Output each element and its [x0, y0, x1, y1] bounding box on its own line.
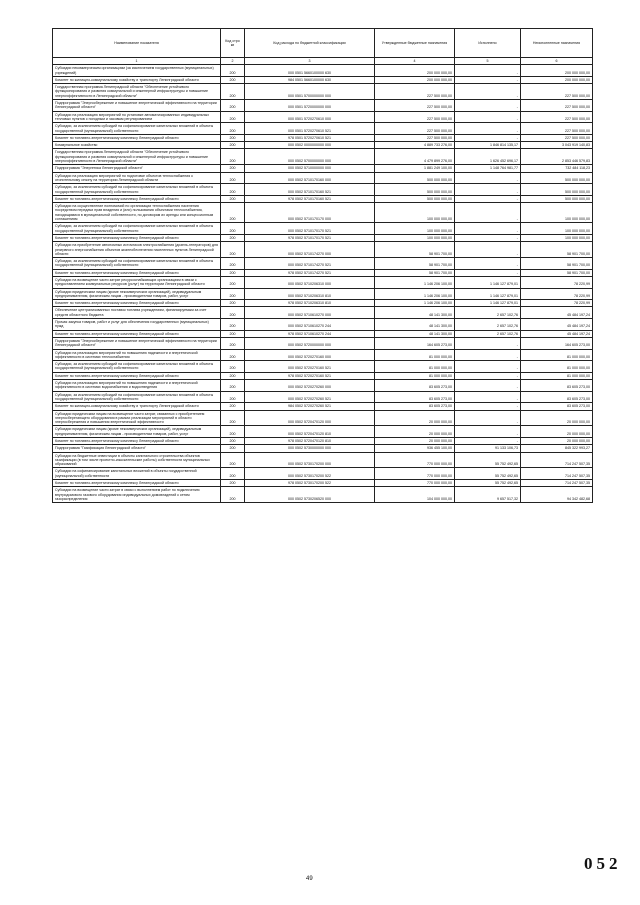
- row-line-code: 200: [221, 242, 245, 258]
- row-line-code: 200: [221, 111, 245, 123]
- row-name: Комитет по топливно-энергетическому комплексу Ленинградской области: [53, 195, 221, 202]
- row-classification-code: 000 0501 5720270610 000: [245, 111, 375, 123]
- table-row: [53, 65, 593, 77]
- row-approved-amount: 770 000 000,00: [375, 452, 455, 468]
- row-line-code: 200: [221, 203, 245, 223]
- row-line-code: 200: [221, 452, 245, 468]
- row-executed-amount: -: [455, 223, 521, 235]
- row-approved-amount: 770 000 000,00: [375, 480, 455, 487]
- column-number: 5: [455, 58, 521, 65]
- row-name: Комитет по топливно-энергетическому комплексу Ленинградской области: [53, 234, 221, 241]
- row-classification-code: 978 0501 5720270610 521: [245, 134, 375, 141]
- row-approved-amount: 227 500 000,00: [375, 100, 455, 112]
- row-unexecuted-amount: 500 000 000,00: [521, 172, 593, 184]
- row-unexecuted-amount: 58 901 700,00: [521, 242, 593, 258]
- row-classification-code: 000 0501 5660100000 630: [245, 65, 375, 77]
- row-name: Государственная программа Ленинградской области "Обеспечение устойчивого функционирования и развития коммунальной и инженерной инфраструктуры и повышение энергоэффективности в Ленинградской области": [53, 84, 221, 100]
- row-classification-code: 978 0502 5710206310 810: [245, 300, 375, 307]
- row-line-code: 200: [221, 258, 245, 270]
- row-classification-code: 984 0501 5660100000 630: [245, 76, 375, 83]
- row-classification-code: 978 0502 5720270160 521: [245, 372, 375, 379]
- row-approved-amount: 100 000 000,00: [375, 234, 455, 241]
- row-unexecuted-amount: 714 247 507,35: [521, 480, 593, 487]
- row-approved-amount: 164 605 273,00: [375, 337, 455, 349]
- column-number: 4: [375, 58, 455, 65]
- row-classification-code: 978 0502 5710170160 521: [245, 195, 375, 202]
- row-line-code: 200: [221, 438, 245, 445]
- row-line-code: 200: [221, 410, 245, 426]
- row-executed-amount: -: [455, 242, 521, 258]
- row-line-code: 200: [221, 76, 245, 83]
- budget-report-sheet: [52, 28, 592, 503]
- row-executed-amount: 91 133 106,73: [455, 445, 521, 452]
- row-unexecuted-amount: 227 500 000,00: [521, 111, 593, 123]
- row-name: Комитет по жилищно-коммунальному хозяйству и транспорту Ленинградской области: [53, 76, 221, 83]
- row-approved-amount: 1 146 206 100,00: [375, 276, 455, 288]
- row-line-code: 200: [221, 223, 245, 235]
- table-header-row: [53, 29, 593, 58]
- row-classification-code: 984 0502 5720270260 521: [245, 403, 375, 410]
- row-executed-amount: -: [455, 269, 521, 276]
- table-row: [53, 288, 593, 300]
- row-line-code: 200: [221, 276, 245, 288]
- row-name: Субсидии, за исключением субсидий на софинансирование капитальных вложений в объекты государственной (муниципальной) собственности: [53, 123, 221, 135]
- row-line-code: 200: [221, 195, 245, 202]
- row-name: Субсидии юридическим лицам (кроме некоммерческих организаций), индивидуальным предпринимателям, физическим лицам - производителям товаров, работ, услуг: [53, 426, 221, 438]
- row-unexecuted-amount: 200 000 000,00: [521, 65, 593, 77]
- table-row: [53, 142, 593, 149]
- row-line-code: 200: [221, 165, 245, 172]
- row-line-code: 200: [221, 84, 245, 100]
- row-unexecuted-amount: 100 000 000,00: [521, 234, 593, 241]
- row-unexecuted-amount: 3 043 919 140,83: [521, 142, 593, 149]
- row-classification-code: 000 0502 5720270260 521: [245, 391, 375, 403]
- row-unexecuted-amount: 500 000 000,00: [521, 184, 593, 196]
- row-name: Коммунальное хозяйство: [53, 142, 221, 149]
- row-classification-code: 000 0501 5700000000 000: [245, 84, 375, 100]
- table-row: [53, 172, 593, 184]
- row-unexecuted-amount: 2 853 446 579,83: [521, 149, 593, 165]
- row-unexecuted-amount: 845 322 993,27: [521, 445, 593, 452]
- row-executed-amount: -: [455, 65, 521, 77]
- row-classification-code: 000 0502 5710610270 000: [245, 307, 375, 319]
- table-row: [53, 487, 593, 503]
- row-executed-amount: -: [455, 258, 521, 270]
- row-unexecuted-amount: 227 500 000,00: [521, 84, 593, 100]
- table-row: [53, 111, 593, 123]
- row-unexecuted-amount: 78 220,99: [521, 288, 593, 300]
- row-line-code: 200: [221, 234, 245, 241]
- row-name: Субсидии некоммерческим организациям (за исключением государственных (муниципальных) учреждений): [53, 65, 221, 77]
- row-executed-amount: -: [455, 100, 521, 112]
- table-row: [53, 242, 593, 258]
- table-row: [53, 123, 593, 135]
- row-unexecuted-amount: 81 000 000,00: [521, 372, 593, 379]
- row-executed-amount: 1 146 127 879,01: [455, 300, 521, 307]
- row-line-code: 200: [221, 149, 245, 165]
- row-name: Субсидии, за исключением субсидий на софинансирование капитальных вложений в объекты государственной (муниципальной) собственности: [53, 258, 221, 270]
- column-number: 1: [53, 58, 221, 65]
- row-unexecuted-amount: 78 220,99: [521, 300, 593, 307]
- row-approved-amount: 20 000 000,00: [375, 426, 455, 438]
- row-approved-amount: 58 901 700,00: [375, 242, 455, 258]
- row-approved-amount: 81 000 000,00: [375, 349, 455, 361]
- row-classification-code: 000 0502 5720270260 000: [245, 380, 375, 392]
- row-unexecuted-amount: 20 000 000,00: [521, 438, 593, 445]
- table-row: [53, 100, 593, 112]
- row-executed-amount: -: [455, 184, 521, 196]
- row-name: Комитет по топливно-энергетическому комплексу Ленинградской области: [53, 269, 221, 276]
- table-row: [53, 361, 593, 373]
- row-unexecuted-amount: 100 000 000,00: [521, 223, 593, 235]
- row-executed-amount: -: [455, 349, 521, 361]
- row-name: Подпрограмма "Энергетика Ленинградской области": [53, 165, 221, 172]
- row-classification-code: 000 0502 5710610270 244: [245, 319, 375, 331]
- row-line-code: 200: [221, 134, 245, 141]
- row-classification-code: 000 0502 5720470120 000: [245, 410, 375, 426]
- row-classification-code: 978 0502 5730170200 522: [245, 480, 375, 487]
- row-approved-amount: 81 000 000,00: [375, 372, 455, 379]
- row-approved-amount: 58 901 700,00: [375, 258, 455, 270]
- table-row: [53, 203, 593, 223]
- row-name: Комитет по топливно-энергетическому комплексу Ленинградской области: [53, 300, 221, 307]
- column-header-name: Наименование показателя: [53, 29, 221, 58]
- row-name: Подпрограмма "Энергосбережение и повышение энергетической эффективности на территории Ленинградской области": [53, 100, 221, 112]
- row-line-code: 200: [221, 391, 245, 403]
- row-name: Субсидии, за исключением субсидий на софинансирование капитальных вложений в объекты государственной (муниципальной) собственности: [53, 223, 221, 235]
- row-executed-amount: -: [455, 403, 521, 410]
- row-name: Субсидии юридическим лицам (кроме некоммерческих организаций), индивидуальным предпринимателям, физическим лицам - производителям товаров, работ, услуг: [53, 288, 221, 300]
- row-name: Государственная программа Ленинградской области "Обеспечение устойчивого функционирования и развития коммунальной и инженерной инфраструктуры и повышение энергоэффективности в Ленинградской области": [53, 149, 221, 165]
- row-executed-amount: -: [455, 426, 521, 438]
- row-classification-code: 000 0502 5710170160 521: [245, 184, 375, 196]
- row-approved-amount: 500 000 000,00: [375, 195, 455, 202]
- row-unexecuted-amount: 45 484 197,24: [521, 319, 593, 331]
- row-unexecuted-amount: 20 000 000,00: [521, 410, 593, 426]
- row-approved-amount: 227 500 000,00: [375, 84, 455, 100]
- page-number: 49: [306, 876, 313, 882]
- row-executed-amount: -: [455, 111, 521, 123]
- row-executed-amount: 2 657 102,76: [455, 307, 521, 319]
- row-executed-amount: 1 146 127 879,01: [455, 276, 521, 288]
- row-approved-amount: 227 500 000,00: [375, 123, 455, 135]
- column-header-unexecuted: Неисполненные назначения: [521, 29, 593, 58]
- row-unexecuted-amount: 45 484 197,24: [521, 330, 593, 337]
- row-executed-amount: -: [455, 380, 521, 392]
- row-name: Комитет по топливно-энергетическому комплексу Ленинградской области: [53, 480, 221, 487]
- row-unexecuted-amount: 100 000 000,00: [521, 203, 593, 223]
- row-line-code: 200: [221, 487, 245, 503]
- row-classification-code: 000 0502 5730206520 000: [245, 487, 375, 503]
- row-line-code: 200: [221, 361, 245, 373]
- table-row: [53, 337, 593, 349]
- row-classification-code: 000 0502 5720270160 000: [245, 349, 375, 361]
- row-approved-amount: 48 141 300,00: [375, 330, 455, 337]
- row-approved-amount: 83 605 273,00: [375, 403, 455, 410]
- table-row: [53, 300, 593, 307]
- row-classification-code: 000 0502 5710170160 000: [245, 172, 375, 184]
- table-row: [53, 223, 593, 235]
- row-classification-code: 000 0502 5720470120 810: [245, 426, 375, 438]
- row-classification-code: 000 0502 5730000000 000: [245, 445, 375, 452]
- table-row: [53, 307, 593, 319]
- row-unexecuted-amount: 200 000 000,00: [521, 76, 593, 83]
- row-classification-code: 000 0502 5710000000 000: [245, 165, 375, 172]
- column-number: 3: [245, 58, 375, 65]
- row-approved-amount: 1 881 249 100,00: [375, 165, 455, 172]
- table-row: [53, 134, 593, 141]
- table-row: [53, 438, 593, 445]
- row-approved-amount: 48 141 300,00: [375, 307, 455, 319]
- row-executed-amount: 1 148 764 981,77: [455, 165, 521, 172]
- row-line-code: 200: [221, 468, 245, 480]
- row-classification-code: 000 0501 5720000000 000: [245, 100, 375, 112]
- row-approved-amount: 83 605 273,00: [375, 391, 455, 403]
- row-executed-amount: -: [455, 438, 521, 445]
- row-classification-code: 000 0502 5710206310 000: [245, 276, 375, 288]
- row-classification-code: 000 0501 5720270610 521: [245, 123, 375, 135]
- row-name: Субсидии на возмещение части затрат ресурсоснабжающих организациям в связи с предоставлением коммунальных ресурсов (услуг) на территории Ленинградской области: [53, 276, 221, 288]
- row-line-code: 200: [221, 307, 245, 319]
- row-line-code: 200: [221, 142, 245, 149]
- table-row: [53, 76, 593, 83]
- row-classification-code: 000 0502 5710170170 000: [245, 203, 375, 223]
- archive-stamp-number: 052: [584, 854, 622, 873]
- row-line-code: 200: [221, 184, 245, 196]
- row-unexecuted-amount: 81 000 000,00: [521, 349, 593, 361]
- row-name: Субсидии на софинансирование капитальных вложений в объекты государственной (муниципальной) собственности: [53, 468, 221, 480]
- table-row: [53, 372, 593, 379]
- row-executed-amount: 55 752 492,65: [455, 480, 521, 487]
- row-classification-code: 000 0502 5710174270 521: [245, 258, 375, 270]
- column-header-executed: Исполнено: [455, 29, 521, 58]
- row-approved-amount: 200 000 000,00: [375, 76, 455, 83]
- row-name: Субсидии на возмещение части затрат в связи с выполнением работ по подключению внутридомового газового оборудования индивидуальных домовладений к сетям газораспределения: [53, 487, 221, 503]
- table-row: [53, 349, 593, 361]
- row-executed-amount: -: [455, 195, 521, 202]
- row-executed-amount: -: [455, 361, 521, 373]
- row-name: Субсидии на реализацию мероприятий по установке автоматизированных индивидуальных тепловых пунктов с погодным и часовым регулированием: [53, 111, 221, 123]
- table-row: [53, 269, 593, 276]
- row-executed-amount: -: [455, 76, 521, 83]
- table-row: [53, 380, 593, 392]
- row-name: Субсидии юридическим лицам на возмещение части затрат, связанных с приобретением энергосберегающего оборудования в рамках реализации мероприятий в области энергосбережения и повышения энергетической эффективности: [53, 410, 221, 426]
- table-row: [53, 234, 593, 241]
- row-unexecuted-amount: 714 247 507,35: [521, 452, 593, 468]
- row-name: Подпрограмма "Газификация Ленинградской области": [53, 445, 221, 452]
- table-row: [53, 391, 593, 403]
- row-approved-amount: 104 000 000,00: [375, 487, 455, 503]
- row-name: Субсидии на реализацию мероприятий по повышению надежности и энергетической эффективности в системах теплоснабжения: [53, 349, 221, 361]
- row-line-code: 200: [221, 300, 245, 307]
- row-unexecuted-amount: 227 500 000,00: [521, 134, 593, 141]
- table-row: [53, 84, 593, 100]
- table-row: [53, 184, 593, 196]
- row-line-code: 200: [221, 445, 245, 452]
- column-number-row: [53, 58, 593, 65]
- row-line-code: 200: [221, 100, 245, 112]
- row-classification-code: 000 0502 5710174270 000: [245, 242, 375, 258]
- row-line-code: 200: [221, 372, 245, 379]
- row-executed-amount: -: [455, 391, 521, 403]
- column-number: 2: [221, 58, 245, 65]
- row-approved-amount: 227 500 000,00: [375, 134, 455, 141]
- row-approved-amount: 500 000 000,00: [375, 172, 455, 184]
- row-executed-amount: 55 752 492,65: [455, 452, 521, 468]
- row-line-code: 200: [221, 123, 245, 135]
- table-row: [53, 330, 593, 337]
- column-header-approved: Утвержденные бюджетные назначения: [375, 29, 455, 58]
- row-line-code: 200: [221, 380, 245, 392]
- row-approved-amount: 227 500 000,00: [375, 111, 455, 123]
- row-classification-code: 000 0502 5720000000 000: [245, 337, 375, 349]
- row-approved-amount: 1 146 206 100,00: [375, 288, 455, 300]
- table-row: [53, 426, 593, 438]
- row-line-code: 200: [221, 337, 245, 349]
- table-row: [53, 258, 593, 270]
- row-executed-amount: -: [455, 337, 521, 349]
- row-approved-amount: 20 000 000,00: [375, 438, 455, 445]
- row-name: Комитет по топливно-энергетическому комплексу Ленинградской области: [53, 134, 221, 141]
- row-approved-amount: 200 000 000,00: [375, 65, 455, 77]
- row-approved-amount: 500 000 000,00: [375, 184, 455, 196]
- row-classification-code: 000 0502 5730170200 522: [245, 468, 375, 480]
- table-row: [53, 276, 593, 288]
- row-approved-amount: 936 455 100,00: [375, 445, 455, 452]
- row-line-code: 200: [221, 426, 245, 438]
- row-name: Комитет по жилищно-коммунальному хозяйству и транспорту Ленинградской области: [53, 403, 221, 410]
- row-unexecuted-amount: 164 605 273,00: [521, 337, 593, 349]
- row-line-code: 200: [221, 65, 245, 77]
- row-executed-amount: -: [455, 84, 521, 100]
- row-unexecuted-amount: 94 342 482,68: [521, 487, 593, 503]
- row-executed-amount: -: [455, 123, 521, 135]
- row-unexecuted-amount: 227 500 000,00: [521, 100, 593, 112]
- row-line-code: 200: [221, 288, 245, 300]
- row-line-code: 200: [221, 349, 245, 361]
- row-classification-code: 000 0502 5710206310 810: [245, 288, 375, 300]
- row-name: Прочая закупка товаров, работ и услуг для обеспечения государственных (муниципальных) нужд: [53, 319, 221, 331]
- row-name: Комитет по топливно-энергетическому комплексу Ленинградской области: [53, 372, 221, 379]
- row-unexecuted-amount: 58 901 700,00: [521, 269, 593, 276]
- row-executed-amount: 1 846 814 135,17: [455, 142, 521, 149]
- row-unexecuted-amount: 58 901 700,00: [521, 258, 593, 270]
- row-unexecuted-amount: 500 000 000,00: [521, 195, 593, 202]
- row-approved-amount: 100 000 000,00: [375, 223, 455, 235]
- row-line-code: 200: [221, 403, 245, 410]
- row-executed-amount: 55 752 492,65: [455, 468, 521, 480]
- row-name: Субсидии на приобретение автономных источников электроснабжения (дизель-генераторов) для резервного энергоснабжения объектов жизнеобеспечения населенных пунктов Ленинградской области: [53, 242, 221, 258]
- row-name: Субсидии, за исключением субсидий на софинансирование капитальных вложений в объекты государственной (муниципальной) собственности: [53, 391, 221, 403]
- row-classification-code: 978 0502 5710174270 521: [245, 269, 375, 276]
- table-row: [53, 165, 593, 172]
- row-approved-amount: 81 000 000,00: [375, 361, 455, 373]
- column-header-line-code: Код стро ки: [221, 29, 245, 58]
- row-name: Субсидии, за исключением субсидий на софинансирование капитальных вложений в объекты государственной (муниципальной) собственности: [53, 184, 221, 196]
- row-executed-amount: -: [455, 203, 521, 223]
- table-row: [53, 149, 593, 165]
- row-executed-amount: -: [455, 234, 521, 241]
- row-approved-amount: 58 901 700,00: [375, 269, 455, 276]
- row-executed-amount: 2 657 102,76: [455, 319, 521, 331]
- row-approved-amount: 1 146 206 100,00: [375, 300, 455, 307]
- table-body: [53, 65, 593, 503]
- row-executed-amount: 1 146 127 879,01: [455, 288, 521, 300]
- row-classification-code: 000 0502 5730170200 000: [245, 452, 375, 468]
- row-unexecuted-amount: 20 000 000,00: [521, 426, 593, 438]
- row-name: Субсидии на реализацию мероприятий по повышению надежности и энергетической эффективности в системах водоснабжения и водоотведения: [53, 380, 221, 392]
- row-unexecuted-amount: 732 484 118,23: [521, 165, 593, 172]
- table-row: [53, 195, 593, 202]
- row-line-code: 200: [221, 330, 245, 337]
- row-unexecuted-amount: 45 484 197,24: [521, 307, 593, 319]
- column-number: 6: [521, 58, 593, 65]
- row-approved-amount: 20 000 000,00: [375, 410, 455, 426]
- row-unexecuted-amount: 83 605 273,00: [521, 380, 593, 392]
- row-name: Комитет по топливно-энергетическому комплексу Ленинградской области: [53, 438, 221, 445]
- row-approved-amount: 770 000 000,00: [375, 468, 455, 480]
- row-executed-amount: -: [455, 172, 521, 184]
- row-name: Подпрограмма "Энергосбережение и повышение энергетической эффективности на территории Ленинградской области": [53, 337, 221, 349]
- row-name: Обеспечение централизованных поставок топлива учреждениям, финансируемым за счет средств областного бюджета: [53, 307, 221, 319]
- row-classification-code: 000 0502 5720270160 521: [245, 361, 375, 373]
- row-line-code: 200: [221, 319, 245, 331]
- row-executed-amount: -: [455, 410, 521, 426]
- table-row: [53, 445, 593, 452]
- row-executed-amount: -: [455, 134, 521, 141]
- row-line-code: 200: [221, 172, 245, 184]
- row-executed-amount: 9 657 517,32: [455, 487, 521, 503]
- row-line-code: 200: [221, 269, 245, 276]
- row-classification-code: 000 0502 0000000000 000: [245, 142, 375, 149]
- row-unexecuted-amount: 714 247 507,35: [521, 468, 593, 480]
- row-unexecuted-amount: 81 000 000,00: [521, 361, 593, 373]
- row-classification-code: 000 0502 5700000000 000: [245, 149, 375, 165]
- row-name: Субсидии на бюджетные инвестиции в объекты капитального строительства объектов газификации (в том числе проектно-изыскательские работы) собственности муниципальных образований: [53, 452, 221, 468]
- row-classification-code: 978 0502 5720470120 810: [245, 438, 375, 445]
- column-header-classification: Код расхода по бюджетной классификации: [245, 29, 375, 58]
- row-name: Субсидии на осуществление полномочий по организации теплоснабжения населения посредством передачи прав владения и (или) пользования объектами теплоснабжения, находящимися в муниципальной собственности, по договорам их аренды или концессионным соглашениям: [53, 203, 221, 223]
- row-unexecuted-amount: 83 605 273,00: [521, 403, 593, 410]
- table-row: [53, 468, 593, 480]
- budget-execution-table: [52, 28, 593, 503]
- table-row: [53, 452, 593, 468]
- table-row: [53, 319, 593, 331]
- row-approved-amount: 83 605 273,00: [375, 380, 455, 392]
- table-row: [53, 410, 593, 426]
- row-unexecuted-amount: 83 605 273,00: [521, 391, 593, 403]
- row-unexecuted-amount: 78 220,99: [521, 276, 593, 288]
- row-name: Субсидии, за исключением субсидий на софинансирование капитальных вложений в объекты государственной (муниципальной) собственности: [53, 361, 221, 373]
- row-approved-amount: 100 000 000,00: [375, 203, 455, 223]
- row-name: Комитет по топливно-энергетическому комплексу Ленинградской области: [53, 330, 221, 337]
- row-classification-code: 000 0502 5710170170 521: [245, 223, 375, 235]
- row-approved-amount: 48 141 300,00: [375, 319, 455, 331]
- row-name: Субсидии на реализацию мероприятий по подготовке объектов теплоснабжения к отопительному сезону на территории Ленинградской области: [53, 172, 221, 184]
- row-executed-amount: 2 657 102,76: [455, 330, 521, 337]
- row-classification-code: 978 0502 5710170170 521: [245, 234, 375, 241]
- row-classification-code: 978 0502 5710610270 244: [245, 330, 375, 337]
- row-unexecuted-amount: 227 500 000,00: [521, 123, 593, 135]
- row-executed-amount: 1 626 452 696,17: [455, 149, 521, 165]
- table-row: [53, 480, 593, 487]
- row-approved-amount: 4 889 733 276,00: [375, 142, 455, 149]
- table-row: [53, 403, 593, 410]
- row-executed-amount: -: [455, 372, 521, 379]
- row-line-code: 200: [221, 480, 245, 487]
- row-approved-amount: 4 479 899 276,00: [375, 149, 455, 165]
